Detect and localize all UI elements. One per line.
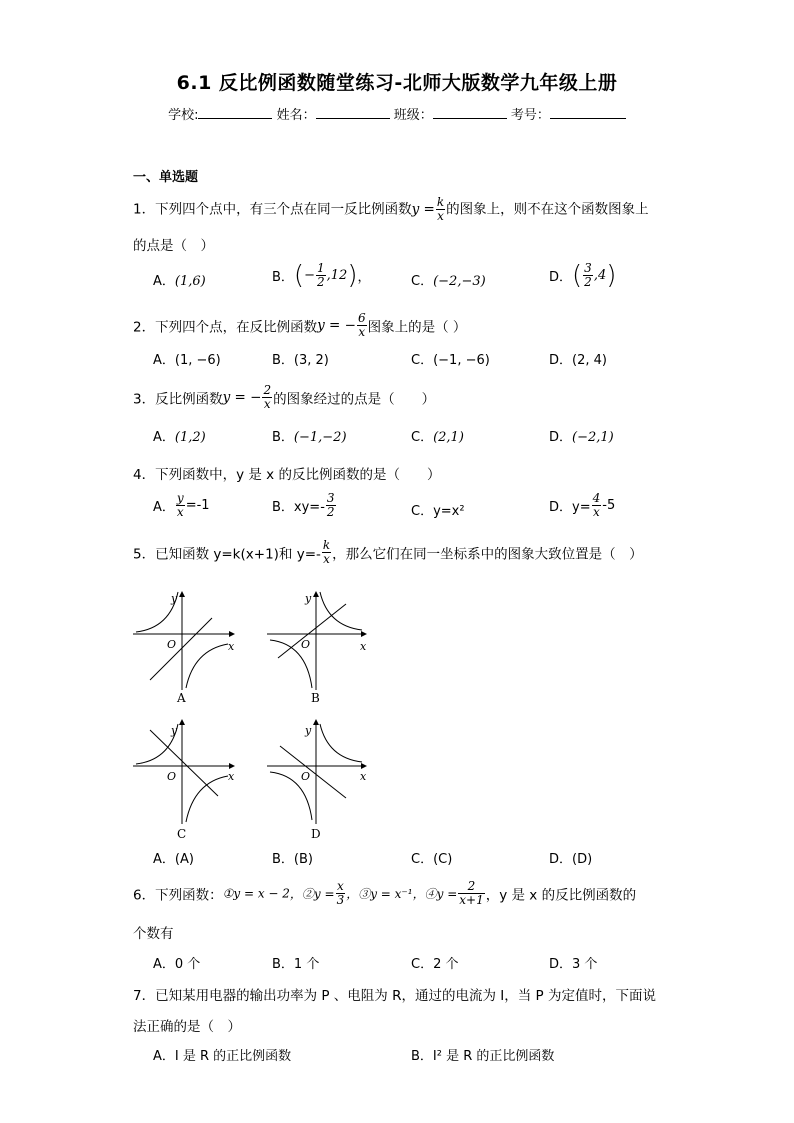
question-7-line2: 法正确的是（ ） (133, 1019, 241, 1035)
q6-option-d[interactable]: D．3 个 (549, 957, 598, 972)
graph-b-x-label: x (360, 640, 367, 653)
graph-d-y-label: y (305, 724, 312, 737)
graph-d-label: D (311, 827, 321, 841)
graph-a-label: A (177, 691, 186, 705)
class-label: 班级： (393, 108, 433, 123)
graph-b (267, 592, 366, 690)
q4-option-d[interactable]: D．y= $\frac{4}{x}$ -5 (549, 491, 616, 519)
q4-option-b[interactable]: B．xy=- $\frac{3}{2}$ (272, 491, 335, 519)
q6-option-c[interactable]: C．2 个 (411, 957, 459, 972)
graph-c-y-label: y (171, 724, 178, 737)
q1-option-d[interactable]: D．( $\frac{3}{2}$ ,4) (549, 260, 617, 291)
graph-b-label: B (311, 691, 320, 705)
number-blank (550, 106, 626, 119)
graph-c-label: C (177, 827, 187, 841)
question-1-line2: 的点是（ ） (133, 238, 214, 254)
number-label: 考号： (510, 108, 550, 123)
q2-option-d[interactable]: D．(2, 4) (549, 353, 607, 368)
school-label: 学校: (168, 108, 199, 123)
page-title: 6.1 反比例函数随堂练习-北师大版数学九年级上册 (176, 72, 618, 94)
graph-c-origin: O (167, 770, 177, 783)
q1-option-b[interactable]: B．(− $\frac{1}{2}$ ,12)， (272, 260, 371, 291)
name-label: 姓名： (276, 108, 316, 123)
graph-d-origin: O (301, 770, 311, 783)
q1-text: 1．下列四个点中，有三个点在同一反比例函数 (133, 201, 412, 218)
q3-option-c[interactable]: C．(2,1) (411, 430, 464, 445)
graph-a-x-label: x (228, 640, 235, 653)
student-info-line (0, 104, 794, 123)
q5-option-a[interactable]: A．(A) (153, 852, 194, 867)
graph-d-x-label: x (360, 770, 367, 783)
section-heading: 一、单选题 (133, 170, 199, 185)
question-5: 5．已知函数 y=k(x+1)和 y=- $\frac{k}{x}$ ，那么它们在同一坐标系中的图象大致位置是（ ） (133, 538, 643, 566)
graph-c (133, 720, 234, 824)
question-4: 4．下列函数中，y 是 x 的反比例函数的是（ ） (133, 467, 441, 483)
question-7: 7．已知某用电器的输出功率为 P 、电阻为 R，通过的电流为 I，当 P 为定值时，下面说 (133, 988, 656, 1004)
q2-option-c[interactable]: C．(−1, −6) (411, 353, 490, 368)
school-blank (198, 106, 272, 119)
graph-c-x-label: x (228, 770, 235, 783)
q1-option-c[interactable]: C．(−2,−3) (411, 274, 486, 289)
graph-b-y-label: y (305, 592, 312, 605)
q4-option-c[interactable]: C．y=x² (411, 504, 465, 519)
q1-text-b: 的图象上，则不在这个函数图象上 (446, 201, 649, 218)
graph-a-origin: O (167, 638, 177, 651)
q3-option-b[interactable]: B．(−1,−2) (272, 430, 347, 445)
q1-fraction: $\frac{k}{x}$ (436, 195, 445, 223)
q5-option-d[interactable]: D．(D) (549, 852, 593, 867)
q7-option-a[interactable]: A．I 是 R 的正比例函数 (153, 1049, 292, 1064)
question-6: 6．下列函数：①y = x − 2，②y = $\frac{x}{3}$ ，③y = x⁻¹，④y = $\frac{2}{x+1}$ ，y 是 x 的反比例函数的 (133, 879, 637, 907)
question-2: 2．下列四个点，在反比例函数y = − $\frac{6}{x}$ 图象上的是（ ） (133, 311, 467, 339)
name-blank (316, 106, 390, 119)
q1-func: y = (411, 201, 435, 218)
question-1 (133, 196, 649, 223)
q6-option-a[interactable]: A．0 个 (153, 957, 201, 972)
graph-b-origin: O (301, 638, 311, 651)
q3-option-d[interactable]: D．(−2,1) (549, 430, 614, 445)
q2-option-a[interactable]: A．(1, −6) (153, 353, 221, 368)
q1-option-a[interactable]: A．(1,6) (153, 274, 206, 289)
q5-graphs (0, 580, 794, 870)
q4-option-a[interactable]: A． $\frac{y}{x}$ =-1 (153, 491, 210, 519)
graph-a (133, 592, 234, 690)
q2-option-b[interactable]: B．(3, 2) (272, 353, 329, 368)
class-blank (433, 106, 507, 119)
graph-d (267, 720, 366, 824)
q3-option-a[interactable]: A．(1,2) (153, 430, 206, 445)
question-6-line2: 个数有 (133, 926, 174, 942)
q5-option-b[interactable]: B．(B) (272, 852, 313, 867)
q7-option-b[interactable]: B．I² 是 R 的正比例函数 (411, 1049, 555, 1064)
question-3: 3．反比例函数y = − $\frac{2}{x}$ 的图象经过的点是（ ） (133, 383, 436, 411)
graph-a-y-label: y (171, 592, 178, 605)
q5-option-c[interactable]: C．(C) (411, 852, 453, 867)
q6-option-b[interactable]: B．1 个 (272, 957, 320, 972)
